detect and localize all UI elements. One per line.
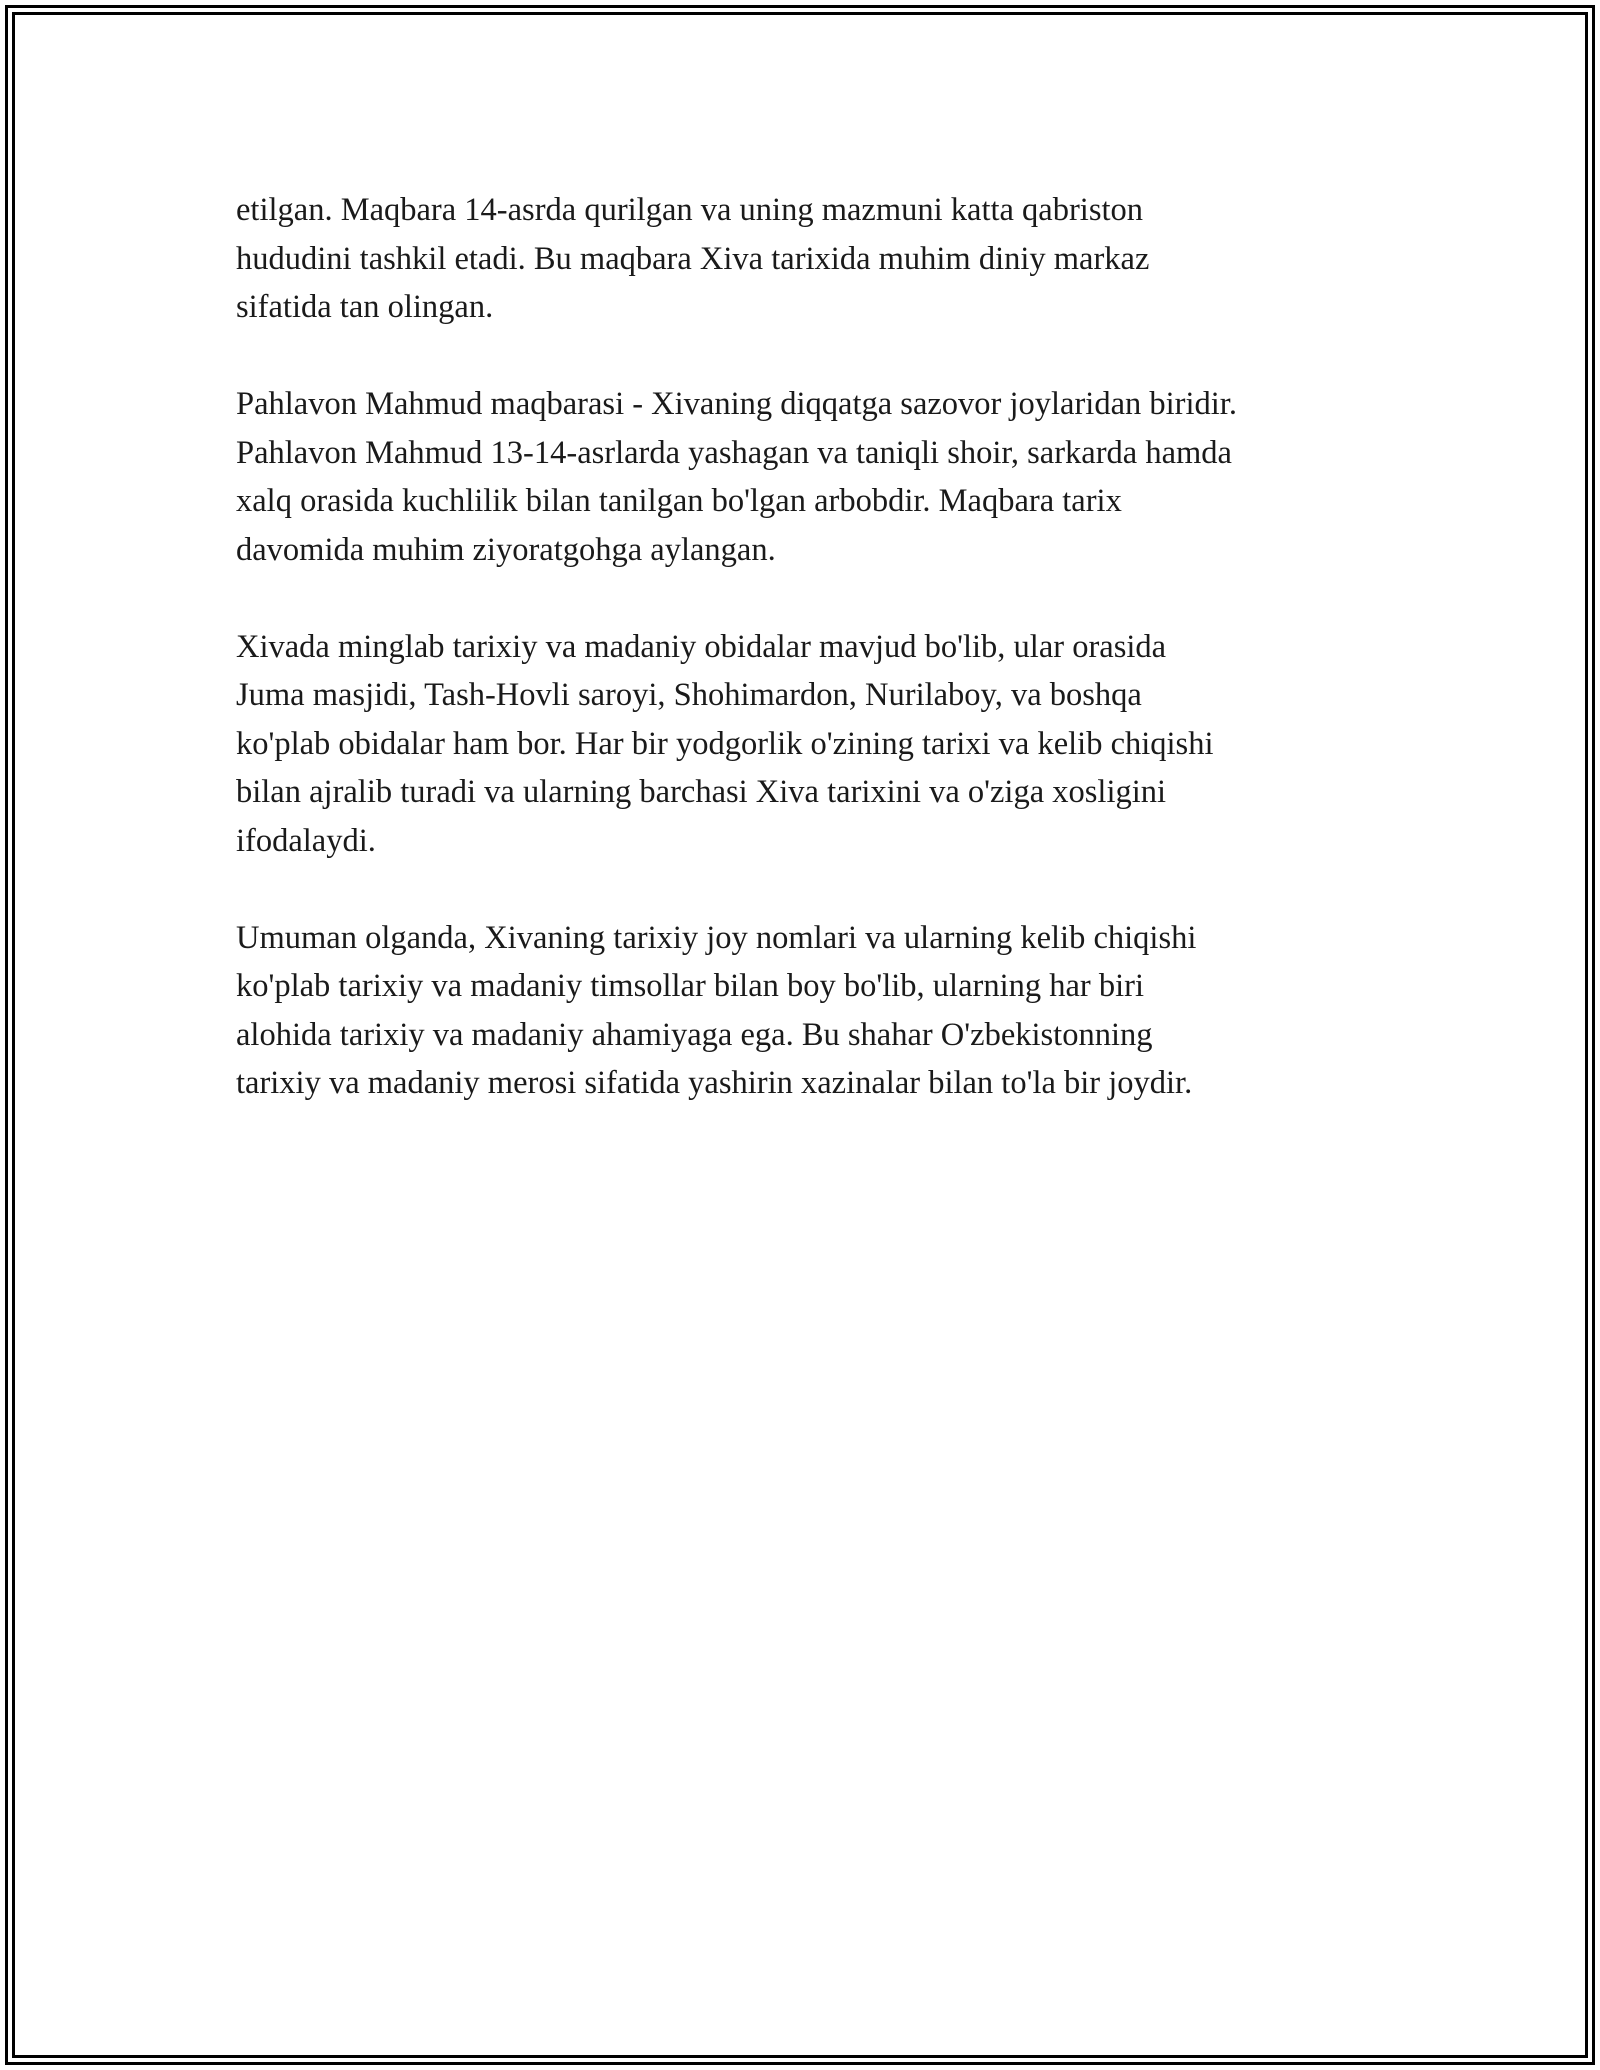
text-line: ifodalaydi.	[236, 822, 376, 859]
paragraph-maqbara	[236, 186, 1416, 332]
text-line: alohida tarixiy va madaniy ahamiyaga ega. Bu shahar O'zbekistonning	[236, 1016, 1153, 1053]
text-line: etilgan. Maqbara 14-asrda qurilgan va uning mazmuni katta qabriston	[236, 192, 1144, 228]
text-line: ko'plab tarixiy va madaniy timsollar bilan boy bo'lib, ularning har biri	[236, 968, 1144, 1004]
text-line: tarixiy va madaniy merosi sifatida yashirin xazinalar bilan to'la bir joydir.	[236, 1065, 1193, 1101]
text-line: Pahlavon Mahmud maqbarasi - Xivaning diqqatga sazovor joylaridan biridir.	[236, 386, 1237, 422]
paragraph-pahlavon-mahmud	[236, 380, 1416, 574]
text-line: Pahlavon Mahmud 13-14-asrlarda yashagan va taniqli shoir, sarkarda hamda	[236, 434, 1232, 471]
text-line: davomida muhim ziyoratgohga aylangan.	[236, 531, 776, 568]
text-line: sifatida tan olingan.	[236, 289, 494, 325]
text-line: bilan ajralib turadi va ularning barchasi Xiva tarixini va o'ziga xosligini	[236, 774, 1167, 810]
text-line: hududini tashkil etadi. Bu maqbara Xiva tarixida muhim diniy markaz	[236, 240, 1150, 277]
document-body	[236, 186, 1416, 1156]
paragraph-obidalar	[236, 623, 1416, 866]
text-line: Xivada minglab tarixiy va madaniy obidalar mavjud bo'lib, ular orasida	[236, 628, 1167, 665]
text-line: Umuman olganda, Xivaning tarixiy joy nomlari va ularning kelib chiqishi	[236, 919, 1197, 956]
paragraph-xulosa	[236, 914, 1416, 1108]
text-line: xalq orasida kuchlilik bilan tanilgan bo'lgan arbobdir. Maqbara tarix	[236, 483, 1122, 519]
text-line: ko'plab obidalar ham bor. Har bir yodgorlik o'zining tarixi va kelib chiqishi	[236, 725, 1214, 762]
text-line: Juma masjidi, Tash-Hovli saroyi, Shohimardon, Nurilaboy, va boshqa	[236, 677, 1142, 713]
